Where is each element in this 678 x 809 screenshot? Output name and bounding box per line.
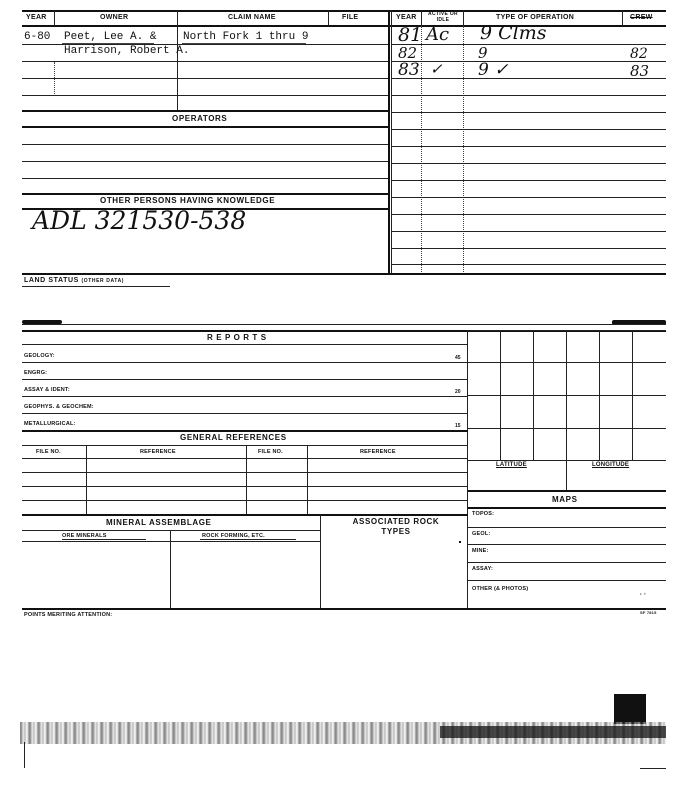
header-claim-name: CLAIM NAME — [228, 14, 276, 21]
gen-ref-reference-2: REFERENCE — [360, 449, 396, 455]
header-type-of-operation: TYPE OF OPERATION — [496, 14, 575, 21]
maps-geol: GEOL: — [472, 531, 491, 537]
operators-heading: OPERATORS — [172, 114, 228, 123]
activity-year-82: 82 — [398, 44, 418, 62]
activity-status-81: Ac — [426, 24, 450, 45]
header-year: YEAR — [26, 14, 47, 21]
maps-assay: ASSAY: — [472, 566, 494, 572]
reports-metallurgical: METALLURGICAL: — [24, 421, 76, 427]
reports-assay-code: 20 — [455, 389, 461, 395]
reports-metallurgical-code: 15 — [455, 423, 461, 429]
reports-title: R E P O R T S — [207, 333, 267, 342]
form-code: SF 7815 — [640, 610, 657, 615]
maps-topos: TOPOS: — [472, 511, 495, 517]
maps-other-photos: OTHER (& PHOTOS) — [472, 586, 529, 592]
associated-rock-types-title: ASSOCIATED ROCK TYPES — [352, 517, 440, 536]
reports-geology-code: 45 — [455, 355, 461, 361]
entry-owner-line2: Harrison, Robert A. — [64, 45, 190, 57]
general-references-title: GENERAL REFERENCES — [180, 433, 287, 442]
latitude-label: LATITUDE — [496, 462, 527, 468]
header-owner: OWNER — [100, 14, 129, 21]
land-status-label: LAND STATUS (OTHER DATA) — [24, 277, 125, 284]
activity-crew-82: 82 — [630, 46, 648, 62]
activity-crew-83: 83 — [630, 62, 650, 80]
gen-ref-file-no-1: FILE NO. — [36, 449, 61, 455]
activity-year-83: 83 — [398, 60, 420, 80]
entry-year: 6-80 — [24, 31, 51, 43]
maps-mine: MINE: — [472, 548, 489, 554]
header-active-idle: ACTIVE OR IDLE — [428, 11, 458, 23]
others-heading: OTHER PERSONS HAVING KNOWLEDGE — [100, 196, 276, 205]
reports-geology: GEOLOGY: — [24, 353, 55, 359]
gen-ref-file-no-2: FILE NO. — [258, 449, 283, 455]
reports-engrg: ENGRG: — [24, 370, 48, 376]
activity-op-83: 9 ✓ — [478, 60, 509, 80]
mineral-assemblage-title: MINERAL ASSEMBLAGE — [106, 518, 212, 527]
activity-op-82: 9 — [478, 44, 488, 62]
ore-minerals-label: ORE MINERALS — [62, 533, 107, 539]
points-meriting-attention: POINTS MERITING ATTENTION: — [24, 612, 113, 618]
longitude-label: LONGITUDE — [592, 462, 630, 468]
activity-status-83: ✓ — [430, 60, 443, 78]
maps-title: MAPS — [552, 495, 578, 504]
others-handwritten-note: ADL 321530-538 — [32, 206, 247, 235]
header-crew: CREW — [630, 14, 653, 21]
entry-claim-name: North Fork 1 thru 9 — [183, 31, 309, 43]
rock-forming-label: ROCK FORMING, ETC. — [202, 533, 265, 539]
gen-ref-reference-1: REFERENCE — [140, 449, 176, 455]
reports-assay: ASSAY & IDENT: — [24, 387, 70, 393]
header-year-2: YEAR — [396, 14, 417, 21]
reports-geophys: GEOPHYS. & GEOCHEM: — [24, 404, 94, 410]
entry-owner-line1: Peet, Lee A. & — [64, 31, 157, 43]
activity-op-81: 9 Clms — [480, 22, 547, 44]
tick-mark: ‘ ’ — [640, 592, 646, 601]
header-file: FILE — [342, 14, 359, 21]
activity-year-81: 81 — [398, 24, 423, 46]
